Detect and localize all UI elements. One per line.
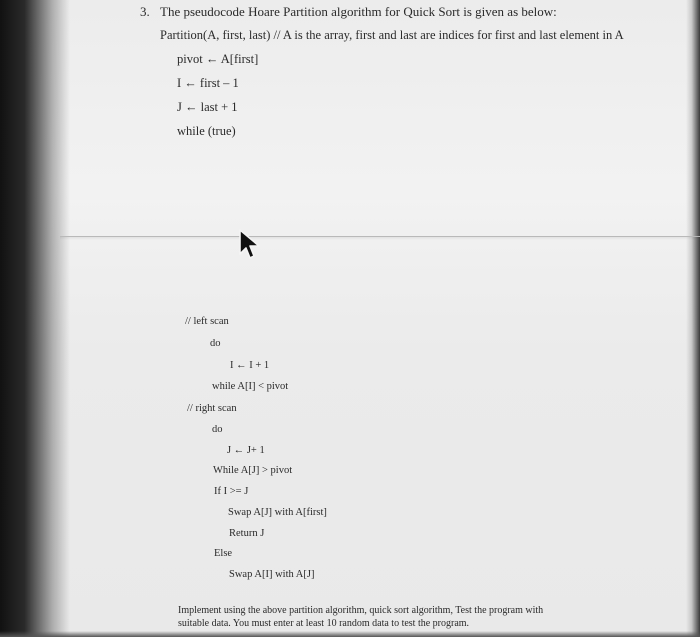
code-line-j-update: J ← J+ 1 xyxy=(227,445,265,456)
monitor-bezel-right xyxy=(686,0,700,637)
monitor-bezel-bottom xyxy=(0,631,700,637)
code-line-else: Else xyxy=(214,548,233,559)
question-intro: The pseudocode Hoare Partition algorithm for Quick Sort is given as below: xyxy=(160,4,557,19)
code-line-j-init: J ← last + 1 xyxy=(177,100,238,114)
instruction-line-2: suitable data. You must enter at least 10 random data to test the program. xyxy=(178,618,470,629)
code-line-do-left: do xyxy=(210,338,221,349)
code-line-swap-ij: Swap A[I] with A[J] xyxy=(229,569,315,580)
instruction-line-1: Implement using the above partition algorithm, quick sort algorithm, Test the program with xyxy=(178,605,544,616)
code-line-i-increment: I ← I + 1 xyxy=(230,360,270,371)
monitor-bezel-left xyxy=(0,0,70,637)
mouse-pointer-icon xyxy=(237,228,263,260)
code-comment-left-scan: // left scan xyxy=(185,316,229,327)
code-line-if-check: If I >= J xyxy=(214,486,249,497)
code-line-return: Return J xyxy=(229,528,265,539)
code-line-pivot: pivot ← A[first] xyxy=(177,52,259,66)
code-line-while-right: While A[J] > pivot xyxy=(213,465,293,476)
page-divider-shadow xyxy=(60,237,700,240)
partition-signature: Partition(A, first, last) // A is the array, first and last are indices for first and last element in A xyxy=(160,28,624,42)
code-line-swap-first: Swap A[J] with A[first] xyxy=(228,507,327,518)
code-line-while-left: while A[I] < pivot xyxy=(212,381,289,392)
code-line-i-init: I ← first – 1 xyxy=(177,76,239,90)
code-comment-right-scan: // right scan xyxy=(187,403,237,414)
question-number: 3. xyxy=(140,4,150,19)
code-line-do-right: do xyxy=(212,424,223,435)
code-line-while-true: while (true) xyxy=(177,124,236,138)
